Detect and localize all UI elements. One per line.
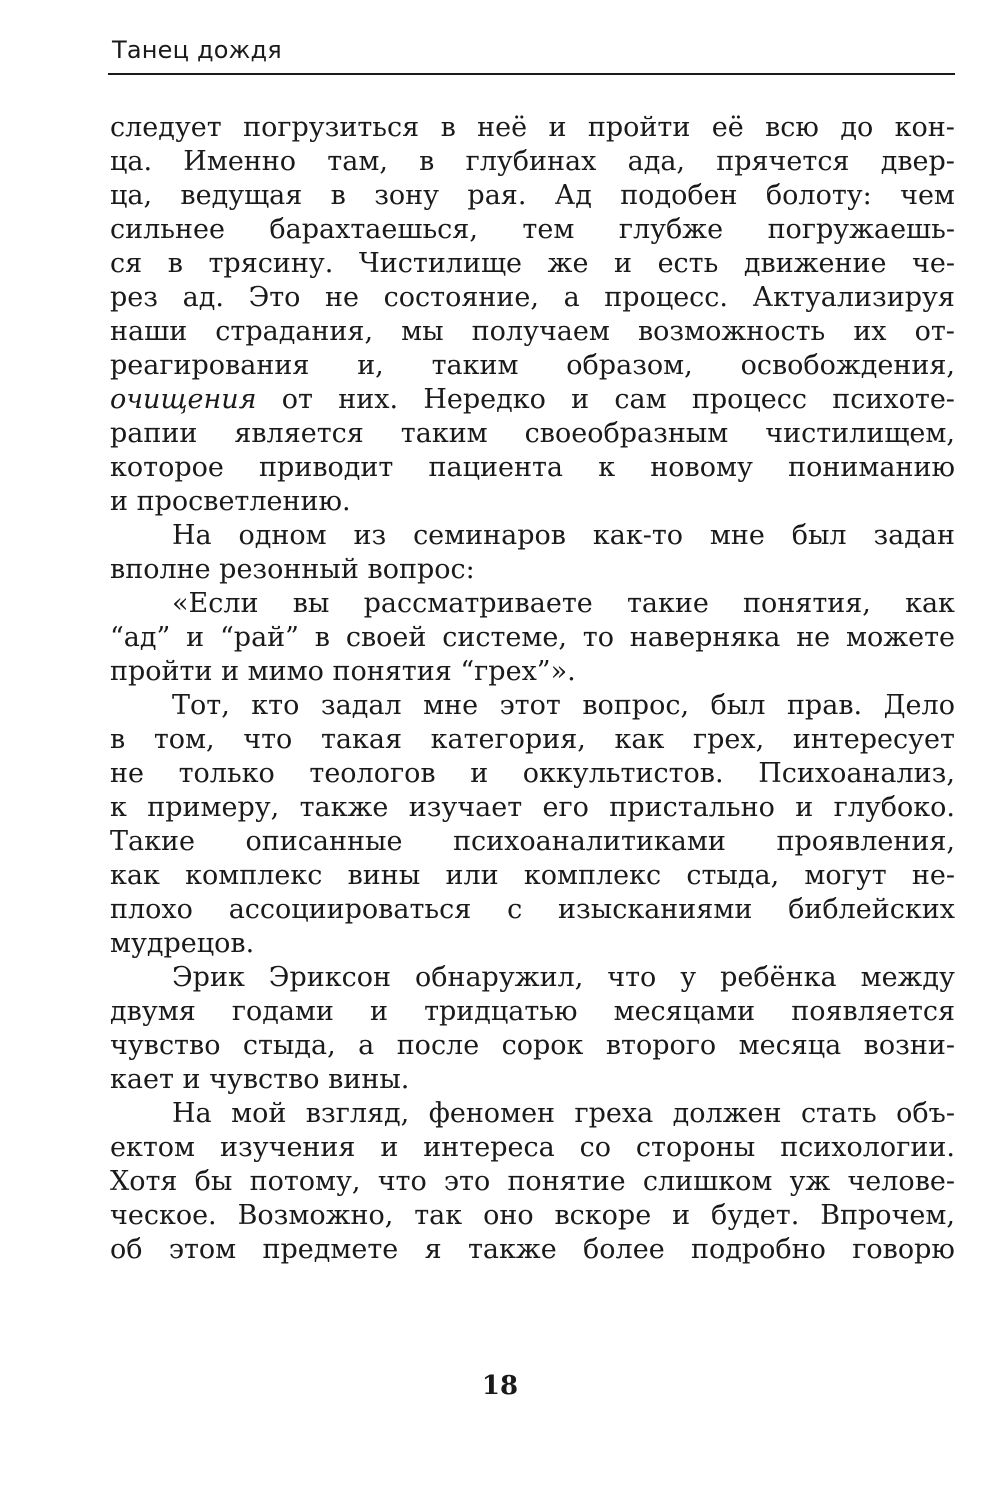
word: пристально (609, 792, 775, 823)
word: следует (110, 112, 222, 143)
word: возни- (863, 1030, 955, 1061)
word: одном (238, 520, 327, 551)
word: понятия, (743, 588, 871, 619)
word: ца, (110, 180, 153, 211)
word: подробно (691, 1234, 826, 1265)
word: этот (499, 690, 561, 721)
word: пониманию (788, 452, 955, 483)
word: и (470, 758, 489, 789)
word: психоте- (832, 384, 955, 415)
word: наверняка (629, 622, 781, 653)
word: феномен (428, 1098, 556, 1129)
word: с (507, 894, 523, 925)
word: пройти (587, 112, 691, 143)
text-line (110, 587, 955, 621)
word: процесс. (604, 282, 728, 313)
word: психоаналитиками (453, 826, 726, 857)
word: зону (374, 180, 440, 211)
text-line (110, 689, 955, 723)
word: обнаружил, (414, 962, 584, 993)
word: является (234, 418, 364, 449)
word: теологов (309, 758, 436, 789)
word: библейских (788, 894, 955, 925)
word: об (110, 1234, 143, 1265)
word: них. (338, 384, 399, 415)
word: и (795, 792, 814, 823)
word: между (860, 962, 955, 993)
word: состояние, (383, 282, 539, 313)
word: приводит (259, 452, 394, 483)
word: ческое. (110, 1200, 217, 1231)
word: Дело (883, 690, 955, 721)
word: барахтаешься, (269, 214, 478, 245)
word: такие (626, 588, 709, 619)
word: также (299, 792, 389, 823)
text-line (110, 1029, 955, 1063)
word: погрузиться (243, 112, 420, 143)
word: семинаров (413, 520, 566, 551)
word: “грех”». (460, 656, 576, 687)
word: изучения (219, 1132, 356, 1163)
text-line (110, 281, 955, 315)
word: “ад” (110, 622, 171, 653)
word: то (582, 622, 614, 653)
page-number: 18 (481, 1371, 519, 1401)
word: только (178, 758, 275, 789)
word: её (711, 112, 744, 143)
word: не- (911, 860, 955, 891)
word: плохо (110, 894, 193, 925)
word: процесс (691, 384, 808, 415)
text-line (110, 1063, 955, 1097)
word: как-то (592, 520, 684, 551)
word: и (182, 1064, 201, 1095)
word: мне (423, 690, 479, 721)
text-line (110, 145, 955, 179)
word: мой (231, 1098, 287, 1129)
text-line (110, 859, 955, 893)
word: тем (522, 214, 575, 245)
word: пройти (110, 656, 213, 687)
body-text (110, 111, 955, 1267)
word: комплекс (523, 860, 662, 891)
header-rule (108, 73, 955, 75)
word: Именно (183, 146, 297, 177)
word: вполне (110, 554, 211, 585)
word: просветлению. (136, 486, 351, 517)
word: мне (709, 520, 765, 551)
word: или (445, 860, 499, 891)
text-line (110, 485, 955, 519)
word: к (598, 452, 616, 483)
word: “рай” (219, 622, 299, 653)
word: Впрочем, (820, 1200, 955, 1231)
word: у (680, 962, 697, 993)
text-line (110, 349, 955, 383)
word: прав. (786, 690, 863, 721)
text-line (110, 757, 955, 791)
word: двер- (880, 146, 955, 177)
word: тридцатью (424, 996, 578, 1027)
word: годами (231, 996, 334, 1027)
word: после (396, 1030, 480, 1061)
word: задал (320, 690, 402, 721)
text-line (110, 247, 955, 281)
text-line (110, 383, 955, 417)
word: подобен (620, 180, 738, 211)
word: месяца (738, 1030, 842, 1061)
word: всю (765, 112, 819, 143)
word: движение (743, 248, 887, 279)
word: будет. (711, 1200, 800, 1231)
word: чувство (110, 1030, 221, 1061)
word: слишком (642, 1166, 773, 1197)
word: также (467, 1234, 557, 1265)
word: в (440, 112, 456, 143)
text-line (110, 1165, 955, 1199)
word: там, (327, 146, 388, 177)
word: понятия (332, 656, 452, 687)
word: это (443, 1166, 491, 1197)
word: неё (477, 112, 528, 143)
word: трясину. (208, 248, 334, 279)
word: психологии. (780, 1132, 955, 1163)
word: вы (292, 588, 330, 619)
word: глубинах (465, 146, 597, 177)
word: объ- (896, 1098, 955, 1129)
text-line (110, 825, 955, 859)
word: стыда, (242, 1030, 336, 1061)
word: возможность (637, 316, 826, 347)
word: «Если (172, 588, 259, 619)
word: вопрос: (367, 554, 475, 585)
word: погружаешь- (767, 214, 955, 245)
word: я (424, 1234, 442, 1265)
word: появляется (791, 996, 955, 1027)
word: сильнее (110, 214, 225, 245)
word: изучает (408, 792, 523, 823)
word: изысканиями (557, 894, 753, 925)
word: их (853, 316, 887, 347)
word: чувство (209, 1064, 320, 1095)
word: так (414, 1200, 463, 1231)
word: предмете (262, 1234, 399, 1265)
word: глубоко. (833, 792, 955, 823)
word: задан (873, 520, 955, 551)
word: Хотя (110, 1166, 178, 1197)
word: реагирования (110, 350, 310, 381)
word: двумя (110, 996, 196, 1027)
word: рапии (110, 418, 198, 449)
word: ведущая (180, 180, 303, 211)
word: челове- (847, 1166, 955, 1197)
word: Это (248, 282, 301, 313)
word: и (571, 384, 590, 415)
word: глубже (618, 214, 724, 245)
word: резонный (219, 554, 359, 585)
word: был (791, 520, 847, 551)
word: примеру, (147, 792, 280, 823)
word: из (353, 520, 387, 551)
word: стороны (635, 1132, 756, 1163)
word: до (840, 112, 874, 143)
word: бы (194, 1166, 233, 1197)
text-line (110, 621, 955, 655)
word: которое (110, 452, 224, 483)
word: На (172, 1098, 212, 1129)
word: ассоциироваться (228, 894, 472, 925)
word: есть (657, 248, 719, 279)
text-line (110, 315, 955, 349)
word: что (377, 1166, 427, 1197)
word: вины. (328, 1064, 410, 1095)
word: могут (804, 860, 887, 891)
word: же (547, 248, 589, 279)
word: болоту: (765, 180, 872, 211)
word: своеобразным (524, 418, 729, 449)
word: ада, (627, 146, 685, 177)
word: в (314, 622, 330, 653)
word: в (110, 724, 126, 755)
text-line (110, 451, 955, 485)
word: стать (800, 1098, 877, 1129)
word: греха (574, 1098, 654, 1129)
word: говорю (852, 1234, 955, 1265)
text-line (110, 655, 955, 689)
word: чистилищем, (765, 418, 955, 449)
word: пациента (428, 452, 564, 483)
word: На (172, 520, 212, 551)
word: образом, (566, 350, 693, 381)
word: и (186, 622, 205, 653)
word: таким (431, 350, 519, 381)
word: Актуализируя (752, 282, 955, 313)
word: че- (912, 248, 955, 279)
word: вины (347, 860, 421, 891)
word: страдания, (215, 316, 374, 347)
word: комплекс (185, 860, 323, 891)
word: рез (110, 282, 158, 313)
word: очищения (110, 384, 257, 415)
word: месяцами (613, 996, 756, 1027)
word: чем (900, 180, 955, 211)
word: рая. (467, 180, 527, 211)
word: новому (650, 452, 753, 483)
word: такая (320, 724, 402, 755)
word: своей (345, 622, 427, 653)
word: и (548, 112, 567, 143)
word: и (221, 656, 240, 687)
running-head: Танец дождя (112, 36, 282, 64)
word: должен (672, 1098, 782, 1129)
word: Ад (554, 180, 592, 211)
word: и, (357, 350, 384, 381)
word: второго (605, 1030, 717, 1061)
word: уж (789, 1166, 831, 1197)
word: Тот, (172, 690, 230, 721)
text-line (110, 723, 955, 757)
word: мы (401, 316, 444, 347)
word: освобождения, (740, 350, 955, 381)
word: стыда, (686, 860, 780, 891)
word: грех, (692, 724, 765, 755)
word: потому, (249, 1166, 361, 1197)
word: Эрик (172, 962, 245, 993)
text-line (110, 1097, 955, 1131)
word: ад. (182, 282, 224, 313)
text-line (110, 927, 955, 961)
word: Такие (110, 826, 195, 857)
word: получаем (471, 316, 610, 347)
word: сорок (501, 1030, 584, 1061)
word: ся (110, 248, 143, 279)
word: со (579, 1132, 611, 1163)
word: в (330, 180, 346, 211)
word: ектом (110, 1132, 196, 1163)
word: интересует (792, 724, 955, 755)
word: рассматриваете (363, 588, 593, 619)
text-line (110, 995, 955, 1029)
text-line (110, 111, 955, 145)
word: как (110, 860, 160, 891)
word: интереса (423, 1132, 555, 1163)
word: понятие (507, 1166, 626, 1197)
text-line (110, 519, 955, 553)
word: не (110, 758, 144, 789)
word: и (672, 1200, 691, 1231)
word: в (167, 248, 183, 279)
word: кто (251, 690, 300, 721)
text-line (110, 1199, 955, 1233)
word: вскоре (554, 1200, 652, 1231)
text-line (110, 179, 955, 213)
word: а (563, 282, 580, 313)
text-line (110, 553, 955, 587)
word: от (281, 384, 313, 415)
word: Эриксон (268, 962, 391, 993)
word: в (419, 146, 435, 177)
word: был (710, 690, 766, 721)
word: Возможно, (237, 1200, 394, 1231)
word: и (110, 486, 128, 517)
word: более (583, 1234, 665, 1265)
word: категория, (430, 724, 586, 755)
word: кон- (894, 112, 955, 143)
text-line (110, 1233, 955, 1267)
text-line (110, 213, 955, 247)
word: мудрецов. (110, 928, 255, 959)
word: сам (614, 384, 667, 415)
word: кает (110, 1064, 174, 1095)
word: и (370, 996, 388, 1027)
word: системе, (442, 622, 567, 653)
word: от- (914, 316, 955, 347)
word: к (110, 792, 127, 823)
word: можете (846, 622, 955, 653)
word: как (614, 724, 665, 755)
text-line (110, 961, 955, 995)
word: его (542, 792, 589, 823)
text-line (110, 417, 955, 451)
text-line (110, 893, 955, 927)
word: описанные (245, 826, 403, 857)
word: Психоанализ, (758, 758, 955, 789)
text-line (110, 1131, 955, 1165)
word: ца. (110, 146, 153, 177)
word: и (380, 1132, 399, 1163)
text-line (110, 791, 955, 825)
word: мимо (247, 656, 324, 687)
word: а (358, 1030, 375, 1061)
word: что (607, 962, 657, 993)
word: оно (483, 1200, 534, 1231)
word: взгляд, (305, 1098, 410, 1129)
word: и (614, 248, 632, 279)
word: прячется (716, 146, 850, 177)
word: наши (110, 316, 188, 347)
word: как (905, 588, 955, 619)
word: этом (168, 1234, 237, 1265)
word: не (796, 622, 831, 653)
word: проявления, (776, 826, 955, 857)
word: ребёнка (720, 962, 837, 993)
word: оккультистов. (522, 758, 724, 789)
word: не (325, 282, 360, 313)
word: том, (153, 724, 215, 755)
word: вопрос, (582, 690, 690, 721)
word: что (243, 724, 293, 755)
word: таким (400, 418, 488, 449)
word: Нередко (423, 384, 546, 415)
word: Чистилище (358, 248, 523, 279)
